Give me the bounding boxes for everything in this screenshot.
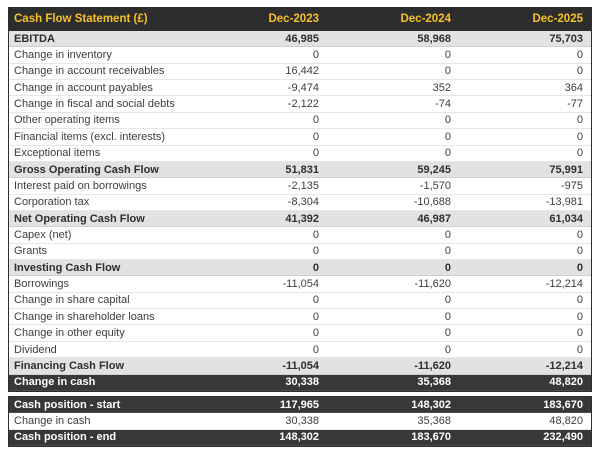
row-value-dec-2023: 0 [312, 327, 319, 340]
row-value-dec-2023: 0 [312, 114, 319, 127]
row-label: Investing Cash Flow [14, 261, 121, 274]
row-label: Borrowings [14, 278, 70, 291]
table-row [9, 309, 591, 325]
row-value-dec-2023: -8,304 [287, 196, 319, 209]
row-value-dec-2024: 0 [444, 49, 451, 62]
row-value-dec-2023: 0 [312, 228, 319, 241]
table-row [9, 80, 591, 96]
row-value-dec-2023: -2,122 [287, 98, 319, 111]
row-value-dec-2023: 0 [312, 147, 319, 160]
table-row [9, 162, 591, 178]
row-value-dec-2025: -13,981 [545, 196, 583, 209]
row-value-dec-2024: 352 [432, 81, 451, 94]
row-value-dec-2025: 48,820 [549, 414, 583, 427]
row-value-dec-2024: 0 [444, 327, 451, 340]
row-value-dec-2023: 0 [312, 294, 319, 307]
row-value-dec-2025: -12,214 [545, 278, 583, 291]
cash-position-table [8, 396, 592, 447]
row-value-dec-2025: 0 [576, 49, 583, 62]
row-value-dec-2024: 0 [444, 261, 451, 274]
row-label: Change in inventory [14, 49, 112, 62]
table-row [9, 413, 591, 429]
row-value-dec-2023: 0 [312, 310, 319, 323]
row-value-dec-2023: 30,338 [285, 376, 319, 389]
row-value-dec-2025: 0 [576, 327, 583, 340]
table-row [9, 397, 591, 413]
table-row [9, 96, 591, 112]
row-value-dec-2025: 183,670 [543, 398, 583, 411]
row-label: Change in share capital [14, 294, 130, 307]
row-value-dec-2023: 16,442 [285, 65, 319, 78]
row-label: Financing Cash Flow [14, 359, 125, 372]
row-value-dec-2023: 117,965 [279, 398, 319, 411]
row-value-dec-2024: 0 [444, 228, 451, 241]
row-label: Change in account receivables [14, 65, 165, 78]
row-value-dec-2025: 0 [576, 147, 583, 160]
table-row [9, 276, 591, 292]
table-row [9, 375, 591, 391]
row-value-dec-2023: -9,474 [287, 81, 319, 94]
row-value-dec-2023: -11,054 [282, 359, 319, 372]
table-title: Cash Flow Statement (£) [14, 13, 148, 25]
row-label: Dividend [14, 343, 57, 356]
row-value-dec-2024: 0 [444, 114, 451, 127]
row-value-dec-2025: 0 [576, 130, 583, 143]
row-value-dec-2024: 46,987 [417, 212, 451, 225]
row-value-dec-2025: -975 [560, 179, 583, 192]
table-row [9, 211, 591, 227]
row-value-dec-2024: 0 [444, 245, 451, 258]
row-label: Change in fiscal and social debts [14, 98, 175, 111]
cash-position-rows-section [9, 397, 591, 446]
row-value-dec-2025: 0 [576, 261, 583, 274]
row-value-dec-2024: -10,688 [413, 196, 451, 209]
row-value-dec-2024: 58,968 [417, 32, 451, 45]
table-row [9, 342, 591, 358]
row-label: Corporation tax [14, 196, 90, 209]
main-rows-section [9, 31, 591, 391]
row-value-dec-2023: 0 [312, 245, 319, 258]
table-row [9, 178, 591, 194]
row-value-dec-2025: 75,703 [549, 32, 583, 45]
column-header-dec-2025: Dec-2025 [532, 13, 583, 25]
row-label: Change in account payables [14, 81, 153, 94]
row-value-dec-2024: -11,620 [414, 278, 451, 291]
cash-flow-table [8, 7, 592, 392]
row-value-dec-2024: 35,368 [417, 414, 451, 427]
table-row [9, 113, 591, 129]
row-value-dec-2023: -2,135 [287, 179, 319, 192]
row-value-dec-2024: 183,670 [411, 431, 451, 444]
row-label: Change in shareholder loans [14, 310, 155, 323]
row-value-dec-2025: -12,214 [545, 359, 583, 372]
row-value-dec-2024: 59,245 [417, 163, 451, 176]
row-label: Other operating items [14, 114, 120, 127]
row-value-dec-2023: 30,338 [285, 414, 319, 427]
row-value-dec-2024: 35,368 [417, 376, 451, 389]
row-label: Capex (net) [14, 228, 72, 241]
row-label: Interest paid on borrowings [14, 179, 147, 192]
row-value-dec-2024: 0 [444, 65, 451, 78]
row-value-dec-2024: 0 [444, 310, 451, 323]
row-value-dec-2023: -11,054 [282, 278, 319, 291]
row-label: Change in cash [14, 376, 96, 389]
table-row [9, 260, 591, 276]
table-row [9, 129, 591, 145]
row-label: EBITDA [14, 32, 55, 45]
row-value-dec-2025: 0 [576, 114, 583, 127]
row-label: Cash position - start [14, 398, 121, 411]
row-value-dec-2024: -11,620 [414, 359, 451, 372]
table-header-row [9, 8, 591, 31]
table-row [9, 227, 591, 243]
table-row [9, 358, 591, 374]
row-value-dec-2025: -77 [567, 98, 583, 111]
row-value-dec-2025: 0 [576, 343, 583, 356]
row-label: Exceptional items [14, 147, 101, 160]
row-label: Grants [14, 245, 48, 258]
row-value-dec-2025: 0 [576, 310, 583, 323]
row-value-dec-2024: 0 [444, 343, 451, 356]
row-value-dec-2025: 48,820 [549, 376, 583, 389]
table-row [9, 146, 591, 162]
row-value-dec-2023: 148,302 [279, 431, 319, 444]
row-value-dec-2023: 46,985 [285, 32, 319, 45]
row-value-dec-2025: 232,490 [543, 431, 583, 444]
row-label: Financial items (excl. interests) [14, 130, 165, 143]
row-value-dec-2023: 51,831 [285, 163, 319, 176]
table-row [9, 430, 591, 446]
row-value-dec-2023: 0 [312, 49, 319, 62]
row-value-dec-2024: -1,570 [419, 179, 451, 192]
row-label: Net Operating Cash Flow [14, 212, 145, 225]
row-value-dec-2025: 0 [576, 294, 583, 307]
row-value-dec-2024: 148,302 [411, 398, 451, 411]
row-value-dec-2025: 61,034 [549, 212, 583, 225]
table-row [9, 325, 591, 341]
table-row [9, 64, 591, 80]
row-value-dec-2024: 0 [444, 130, 451, 143]
row-value-dec-2025: 0 [576, 245, 583, 258]
row-value-dec-2025: 0 [576, 228, 583, 241]
row-value-dec-2023: 0 [312, 130, 319, 143]
row-value-dec-2023: 0 [312, 261, 319, 274]
row-label: Cash position - end [14, 431, 117, 444]
column-header-dec-2024: Dec-2024 [400, 13, 451, 25]
row-value-dec-2025: 0 [576, 65, 583, 78]
table-row [9, 47, 591, 63]
row-value-dec-2024: 0 [444, 147, 451, 160]
table-row [9, 293, 591, 309]
row-value-dec-2025: 75,991 [549, 163, 583, 176]
row-label: Change in other equity [14, 327, 125, 340]
row-value-dec-2023: 41,392 [285, 212, 319, 225]
row-value-dec-2024: -74 [435, 98, 451, 111]
row-label: Change in cash [14, 414, 91, 427]
row-value-dec-2024: 0 [444, 294, 451, 307]
table-row [9, 31, 591, 47]
table-row [9, 244, 591, 260]
row-label: Gross Operating Cash Flow [14, 163, 159, 176]
table-row [9, 195, 591, 211]
row-value-dec-2023: 0 [312, 343, 319, 356]
column-header-dec-2023: Dec-2023 [268, 13, 319, 25]
row-value-dec-2025: 364 [564, 81, 583, 94]
